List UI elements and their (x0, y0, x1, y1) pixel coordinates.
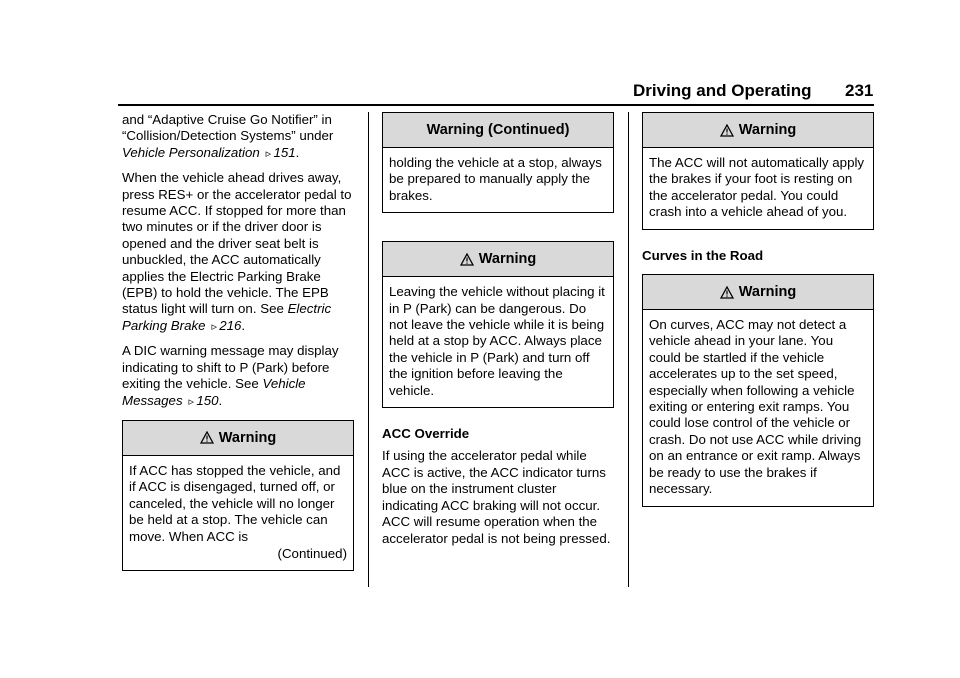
paragraph (122, 343, 354, 410)
warning-triangle-icon (720, 286, 734, 299)
text: When the vehicle ahead drives away, press RES+ or the accelerator pedal to resume ACC. If stopped for more than two minutes or if the driver door is opened and the driver seat belt is unbuckled, the ACC automatically applies the Electric Parking Brake (EPB) to hold the vehicle. The EPB status light will turn on. See (122, 170, 352, 317)
warning-title: Warning (Continued) (426, 121, 570, 138)
warning-header (383, 113, 613, 148)
warning-box (122, 420, 354, 571)
column-1 (122, 112, 354, 589)
warning-title: Warning (738, 283, 797, 300)
section-heading: ACC Override (382, 426, 470, 442)
warning-text: holding the vehicle at a stop, always be prepared to manually apply the brakes. (389, 155, 602, 203)
warning-box (382, 112, 614, 213)
page-number: 231 (845, 81, 874, 100)
warning-body (383, 148, 613, 212)
page-reference-icon: ▹ (188, 395, 195, 408)
text: “Collision/Detection Systems” under (122, 128, 334, 144)
reference-page[interactable]: 150 (196, 392, 219, 408)
text: A DIC warning message may display indicating to shift to P (Park) before exiting the vehicle. See (122, 343, 339, 392)
cross-reference-link[interactable]: Electric Parking Brake (122, 301, 332, 333)
column-divider (628, 112, 629, 587)
warning-header (123, 421, 353, 456)
text: and “Adaptive Cruise Go Notifier” in (122, 112, 332, 127)
cross-reference-link[interactable]: Vehicle Messages (122, 376, 306, 408)
running-header (633, 81, 874, 101)
page-reference-icon: ▹ (211, 320, 217, 333)
warning-body (123, 456, 353, 570)
warning-text: Leaving the vehicle without placing it in P (Park) can be dangerous. Do not leave the vehicle while it is being held at a stop by ACC. Always place the vehicle in P (Park) and turn off the ignition before leaving the vehicle. (389, 284, 605, 398)
warning-header (643, 275, 873, 310)
header-rule (118, 104, 874, 106)
warning-triangle-icon (720, 124, 734, 137)
column-divider (368, 112, 369, 587)
cross-reference-link[interactable]: Vehicle Personalization (122, 144, 260, 160)
warning-box (642, 274, 874, 506)
warning-box (382, 241, 614, 408)
column-3 (642, 112, 874, 525)
warning-title: Warning (478, 251, 537, 268)
warning-header (643, 113, 873, 148)
column-2 (382, 112, 614, 555)
continued-label: (Continued) (277, 545, 347, 561)
paragraph (122, 170, 354, 335)
text: . (295, 144, 300, 160)
warning-header (383, 242, 613, 277)
warning-text: On curves, ACC may not detect a vehicle ahead in your lane. You could be startled if the vehicle accelerates up to the set speed, especially when following a vehicle exiting or entering exit ramps. You could lose control of the vehicle or crash. Do not use ACC while driving on an entrance or exit ramp. Always be ready to use the brakes if necessary. (649, 317, 862, 497)
warning-box (642, 112, 874, 230)
paragraph: If using the accelerator pedal while ACC is active, the ACC indicator turns blue on the instrument cluster indicating ACC braking will not occur. ACC will resume operation when the accelerator pedal is not being pressed. (382, 448, 611, 546)
warning-text: If ACC has stopped the vehicle, and if ACC is disengaged, turned off, or canceled, the vehicle will no longer be held at a stop. The vehicle can move. When ACC is (129, 462, 341, 544)
warning-triangle-icon (200, 431, 214, 444)
section-heading: Curves in the Road (642, 247, 764, 263)
text: . (241, 317, 246, 333)
reference-page[interactable]: 151 (273, 144, 296, 160)
warning-body (643, 310, 873, 505)
paragraph (122, 112, 354, 162)
warning-text: The ACC will not automatically apply the brakes if your foot is resting on the accelerator pedal. You could crash into a vehicle ahead of you. (649, 155, 865, 220)
page-reference-icon: ▹ (265, 147, 272, 160)
warning-title: Warning (218, 429, 277, 446)
warning-body (383, 277, 613, 407)
section-title: Driving and Operating (633, 81, 812, 100)
text: . (218, 392, 223, 408)
warning-body (643, 148, 873, 229)
reference-page[interactable]: 216 (219, 317, 242, 333)
warning-triangle-icon (460, 253, 474, 266)
warning-title: Warning (738, 121, 797, 138)
